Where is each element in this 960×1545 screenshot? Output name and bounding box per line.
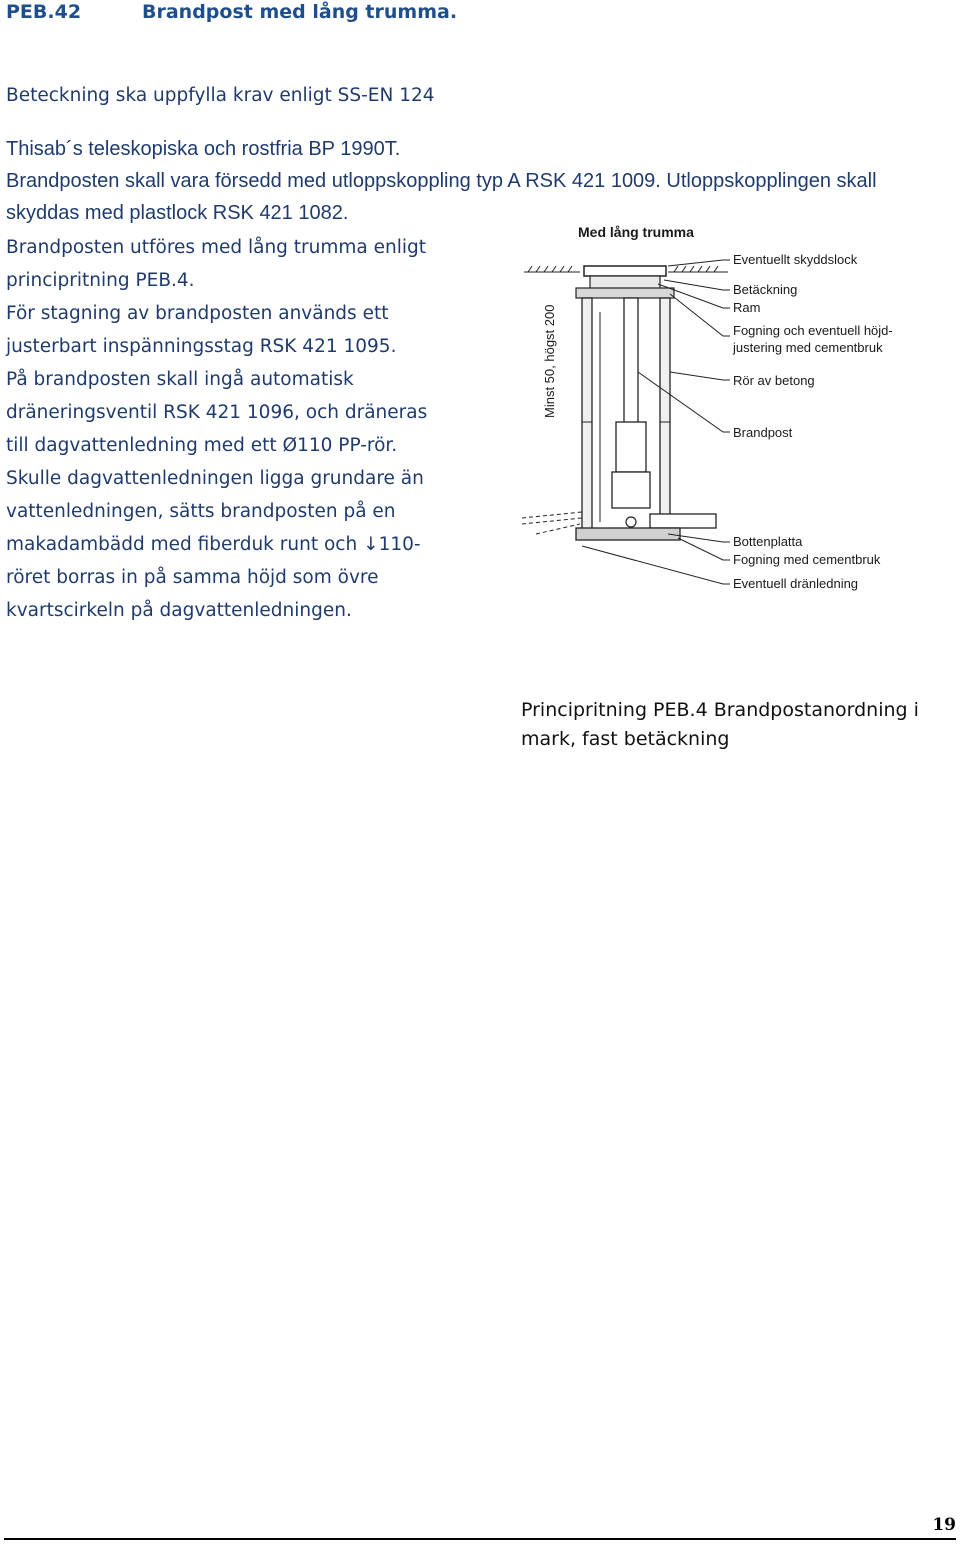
paragraph-b-line: till dagvattenledning med ett Ø110 PP-rör. [6,435,398,456]
label-protective-lid: Eventuellt skyddslock [733,252,858,267]
hydrant-spindle [624,298,638,428]
footer-rule [4,1538,956,1540]
paragraph-b [6,231,506,627]
paragraph-b-line: vattenledningen, sätts brandposten på en [6,501,396,522]
label-frame: Ram [733,300,761,315]
drain-line [522,512,582,534]
page-number: 19 [932,1515,956,1535]
concrete-pipe-wall-right [660,298,670,538]
ground-surface-left [524,266,580,272]
paragraph-b-line: röret borras in på samma höjd som övre [6,567,379,588]
page-header [0,0,960,24]
label-cover: Betäckning [733,282,798,297]
hydrant-diagram [518,222,918,602]
bottom-plate [576,528,680,540]
section-title: Brandpost med lång trumma. [142,1,458,23]
paragraph-b-line: Skulle dagvattenledningen ligga grundare än [6,468,424,489]
paragraph-b-line: För stagning av brandposten används ett [6,303,389,324]
label-bottom-plate: Bottenplatta [733,534,803,549]
figure-caption: Principritning PEB.4 Brandpostanordning i mark, fast betäckning [521,699,919,750]
label-drain-line: Eventuell dränledning [733,576,859,591]
intro-text: Beteckning ska uppfylla krav enligt SS-EN 124 [6,85,435,106]
hydrant-valve-housing [612,472,650,508]
label-concrete-pipe: Rör av betong [733,373,815,388]
paragraph-b-line: makadambädd med fiberduk runt och ↓110- [6,534,421,555]
cover [584,266,666,276]
label-grout-joint: Fogning med cementbruk [733,552,881,567]
paragraph-a-line: skyddas med plastlock RSK 421 1082. [6,202,349,224]
diagram-title: Med lång trumma [578,224,694,240]
paragraph-b-line: dräneringsventil RSK 421 1096, och dräneras [6,402,428,423]
paragraph-b-line: kvartscirkeln på dagvattenledningen. [6,600,352,621]
paragraph-b-line: principritning PEB.4. [6,270,195,291]
drain-valve [626,517,636,527]
label-hydrant: Brandpost [733,425,793,440]
hydrant-diagram-svg [518,222,918,602]
hydrant-body [616,422,646,472]
concrete-pipe-wall-left [582,298,592,538]
paragraph-a [6,133,877,229]
label-grout-adjustment-2: justering med cementbruk [733,340,883,355]
paragraph-b-line: Brandposten utföres med lång trumma enligt [6,237,427,258]
water-main-pipe [650,514,716,528]
section-code: PEB.42 [6,1,82,23]
paragraph-b-line: På brandposten skall ingå automatisk [6,369,354,390]
grout-top [576,288,674,298]
paragraph-a-line: Thisab´s teleskopiska och rostfria BP 1990T. [6,138,401,160]
paragraph-b-line: justerbart inspänningsstag RSK 421 1095. [6,336,397,357]
depth-dimension-label: Minst 50, högst 200 [542,304,557,418]
ground-surface-right [668,266,728,272]
paragraph-a-line: Brandposten skall vara försedd med utloppskoppling typ A RSK 421 1009. Utloppskopplingen skall [6,170,877,192]
label-grout-adjustment-1: Fogning och eventuell höjd- [733,323,893,338]
